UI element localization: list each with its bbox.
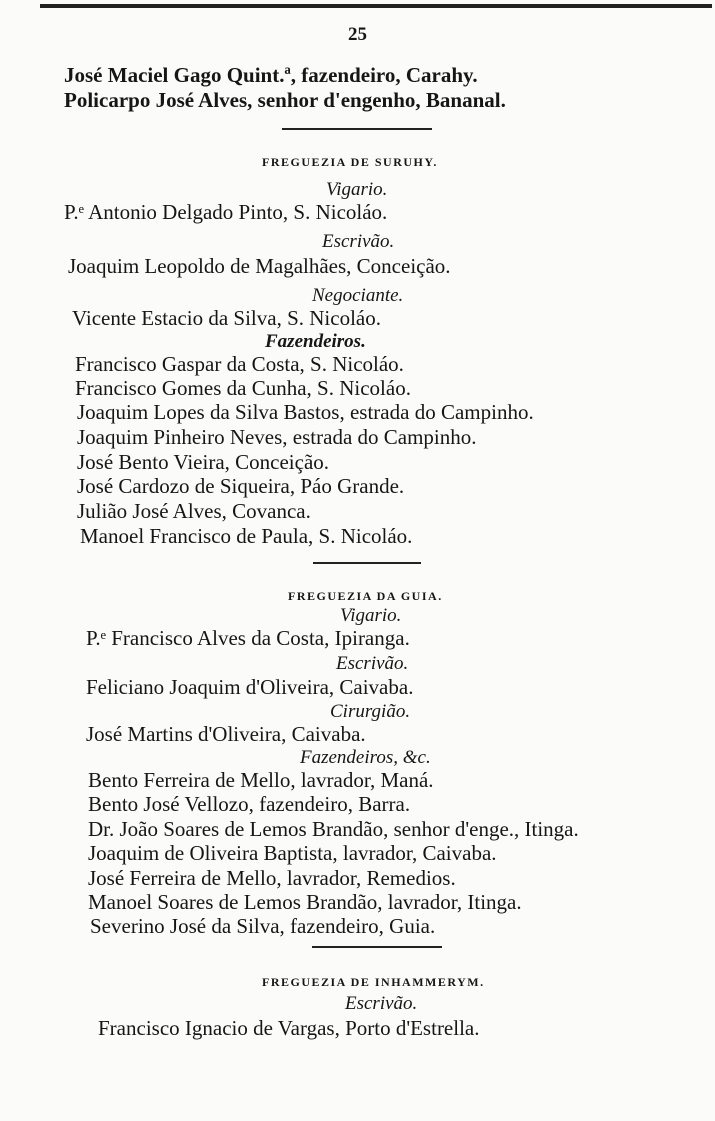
page-number: 25 <box>348 24 367 45</box>
entry-line: Joaquim de Oliveira Baptista, lavrador, Caivaba. <box>88 841 497 865</box>
entry-line: José Cardozo de Siqueira, Páo Grande. <box>77 474 405 498</box>
entry-line: Feliciano Joaquim d'Oliveira, Caivaba. <box>86 675 414 699</box>
entry-line: Joaquim Leopoldo de Magalhães, Conceição. <box>68 254 451 278</box>
entry-line: Vicente Estacio da Silva, S. Nicoláo. <box>72 306 381 330</box>
role-heading: Fazendeiros, &c. <box>300 747 431 768</box>
role-heading: Vigario. <box>326 179 388 200</box>
top-border-line <box>40 4 712 8</box>
role-heading: Cirurgião. <box>330 701 411 722</box>
section-divider <box>282 128 432 130</box>
section-divider <box>312 946 442 948</box>
entry-line: José Martins d'Oliveira, Caivaba. <box>86 722 366 746</box>
role-heading: Escrivão. <box>322 231 395 252</box>
entry-line: Dr. João Soares de Lemos Brandão, senhor d'enge., Itinga. <box>88 817 579 841</box>
section-heading: FREGUEZIA DE SURUHY. <box>262 155 438 169</box>
entry-line: Manoel Francisco de Paula, S. Nicoláo. <box>80 524 413 548</box>
entry-line: P.ᵉ Francisco Alves da Costa, Ipiranga. <box>86 626 410 650</box>
role-heading: Escrivão. <box>336 653 409 674</box>
entry-line: Bento José Vellozo, fazendeiro, Barra. <box>88 792 411 816</box>
entry-line: P.ᵉ Antonio Delgado Pinto, S. Nicoláo. <box>64 200 388 224</box>
entry-line: José Ferreira de Mello, lavrador, Remedios. <box>88 866 456 890</box>
role-heading: Fazendeiros. <box>265 331 366 352</box>
entry-line: Francisco Gomes da Cunha, S. Nicoláo. <box>75 376 411 400</box>
entry-line: Manoel Soares de Lemos Brandão, lavrador, Itinga. <box>88 890 522 914</box>
role-heading: Negociante. <box>312 285 404 306</box>
role-heading: Vigario. <box>340 605 402 626</box>
role-heading: Escrivão. <box>345 993 418 1014</box>
entry-line: Policarpo José Alves, senhor d'engenho, Bananal. <box>64 88 506 112</box>
entry-line: Bento Ferreira de Mello, lavrador, Maná. <box>88 768 434 792</box>
entry-line: Francisco Gaspar da Costa, S. Nicoláo. <box>75 352 404 376</box>
section-heading: FREGUEZIA DA GUIA. <box>288 589 443 603</box>
entry-line: Severino José da Silva, fazendeiro, Guia. <box>90 914 436 938</box>
entry-line: José Bento Vieira, Conceição. <box>77 450 330 474</box>
section-heading: FREGUEZIA DE INHAMMERYM. <box>262 975 485 989</box>
entry-line: Joaquim Lopes da Silva Bastos, estrada do Campinho. <box>77 400 534 424</box>
entry-line: Francisco Ignacio de Vargas, Porto d'Estrella. <box>98 1016 480 1040</box>
entry-line: José Maciel Gago Quint.ª, fazendeiro, Carahy. <box>64 63 478 87</box>
section-divider <box>313 562 421 564</box>
entry-line: Joaquim Pinheiro Neves, estrada do Campinho. <box>77 425 477 449</box>
entry-line: Julião José Alves, Covanca. <box>77 499 311 523</box>
